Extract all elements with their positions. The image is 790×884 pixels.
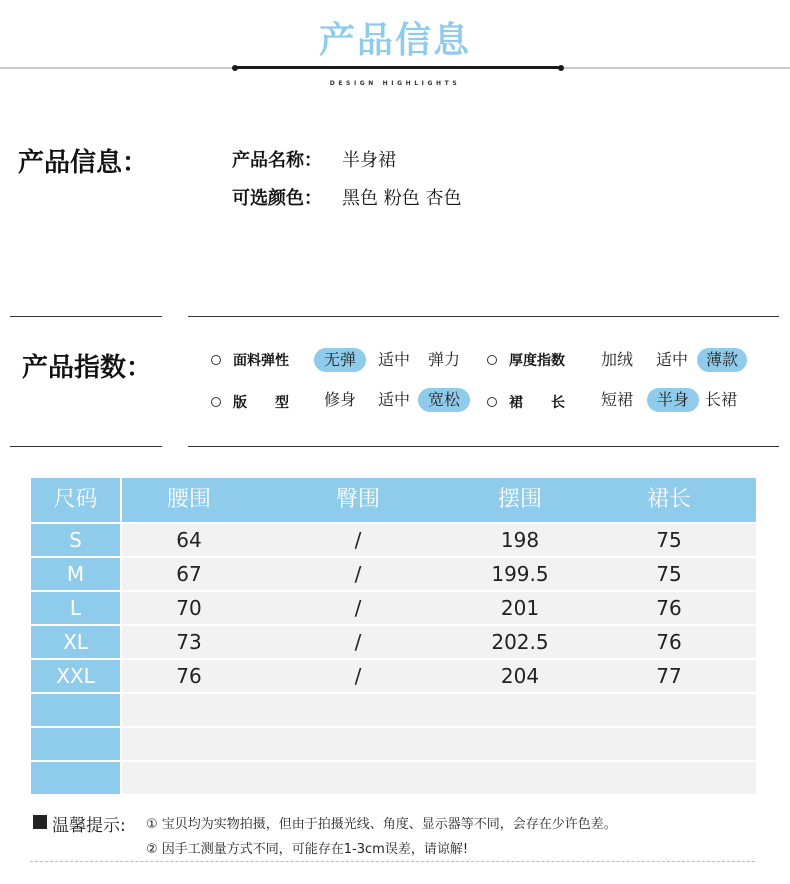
index-top-line-left [10, 316, 162, 317]
table-cell [291, 694, 425, 726]
table-cell: 204 [500, 664, 540, 688]
table-cell [602, 694, 736, 726]
index-key-thickness: 厚度指数 [509, 353, 565, 369]
radio-circle-icon [487, 355, 497, 365]
index-key-length: 裙 长 [509, 395, 565, 411]
table-cell: / [354, 528, 362, 552]
info-key-colors: 可选颜色： [232, 188, 322, 209]
table-cell: / [354, 596, 362, 620]
table-cell: 198 [500, 528, 540, 552]
table-cell: 75 [656, 562, 682, 586]
table-cell: / [354, 630, 362, 654]
table-cell: 76 [656, 596, 682, 620]
table-cell: 73 [176, 630, 202, 654]
table-cell-size [31, 694, 120, 726]
index-key-fit: 版 型 [233, 395, 289, 411]
table-cell: 76 [176, 664, 202, 688]
index-top-line-right [188, 316, 779, 317]
table-cell: 199.5 [491, 562, 549, 586]
index-heading: 产品指数： [22, 353, 153, 383]
info-key-name: 产品名称： [232, 150, 322, 171]
table-header-hem: 摆围 [497, 487, 542, 512]
option-length-long: 长裙 [704, 390, 737, 409]
table-cell-size: XXL [31, 660, 120, 692]
table-cell-size: XL [31, 626, 120, 658]
option-length-short: 短裙 [600, 390, 633, 409]
table-cell: 64 [176, 528, 202, 552]
tip-label: 温馨提示: [52, 816, 126, 836]
tip-line-1: ① 宝贝均为实物拍摄，但由于拍摄光线、角度、显示器等不同，会存在少许色差。 [146, 817, 617, 832]
table-header-length: 裙长 [646, 487, 691, 512]
tip-line-2: ② 因手工测量方式不同，可能存在1-3cm误差，请谅解! [146, 842, 469, 857]
table-cell: 70 [176, 596, 202, 620]
radio-circle-icon [211, 397, 221, 407]
option-elasticity-medium: 适中 [377, 350, 410, 369]
table-cell: 76 [656, 630, 682, 654]
table-cell [122, 728, 256, 760]
index-bottom-line-right [188, 446, 779, 447]
table-header-hip: 臀围 [335, 487, 380, 512]
option-thickness-thin: 薄款 [697, 348, 747, 372]
table-cell-size [31, 728, 120, 760]
table-cell-size [31, 762, 120, 794]
header-subtitle: DESIGN HIGHLIGHTS [329, 80, 461, 87]
table-cell [453, 728, 587, 760]
info-value-name: 半身裙 [342, 150, 396, 171]
option-fit-slim: 修身 [323, 390, 356, 409]
option-fit-medium: 适中 [377, 390, 410, 409]
info-heading: 产品信息： [18, 148, 149, 178]
index-key-elasticity: 面料弹性 [233, 353, 289, 369]
radio-circle-icon [487, 397, 497, 407]
table-cell [291, 762, 425, 794]
header-dot-left [232, 65, 238, 71]
tip-square-icon [33, 815, 47, 829]
table-header-waist: 腰围 [166, 487, 211, 512]
option-fit-loose: 宽松 [418, 388, 470, 412]
table-cell: 201 [500, 596, 540, 620]
footer-divider [30, 861, 755, 862]
option-elasticity-stretch: 弹力 [427, 350, 460, 369]
table-cell [122, 694, 256, 726]
table-cell [453, 694, 587, 726]
table-cell [291, 728, 425, 760]
option-elasticity-none: 无弹 [314, 348, 366, 372]
table-cell: 67 [176, 562, 202, 586]
table-cell: 77 [656, 664, 682, 688]
option-length-midi: 半身 [647, 388, 699, 412]
table-cell-size: S [31, 524, 120, 556]
table-cell: / [354, 664, 362, 688]
table-cell [122, 762, 256, 794]
table-cell: 202.5 [491, 630, 549, 654]
option-thickness-fleece: 加绒 [600, 350, 633, 369]
header-dot-right [558, 65, 564, 71]
header-accent-bar [234, 66, 562, 69]
option-thickness-medium: 适中 [655, 350, 688, 369]
table-cell [602, 762, 736, 794]
table-cell-size: M [31, 558, 120, 590]
table-cell [602, 728, 736, 760]
index-bottom-line-left [10, 446, 162, 447]
page-title: 产品信息 [318, 20, 471, 61]
table-header-size: 尺码 [31, 478, 120, 522]
table-cell: / [354, 562, 362, 586]
table-cell [453, 762, 587, 794]
info-value-colors: 黑色 粉色 杏色 [342, 188, 462, 209]
radio-circle-icon [211, 355, 221, 365]
table-cell: 75 [656, 528, 682, 552]
table-cell-size: L [31, 592, 120, 624]
